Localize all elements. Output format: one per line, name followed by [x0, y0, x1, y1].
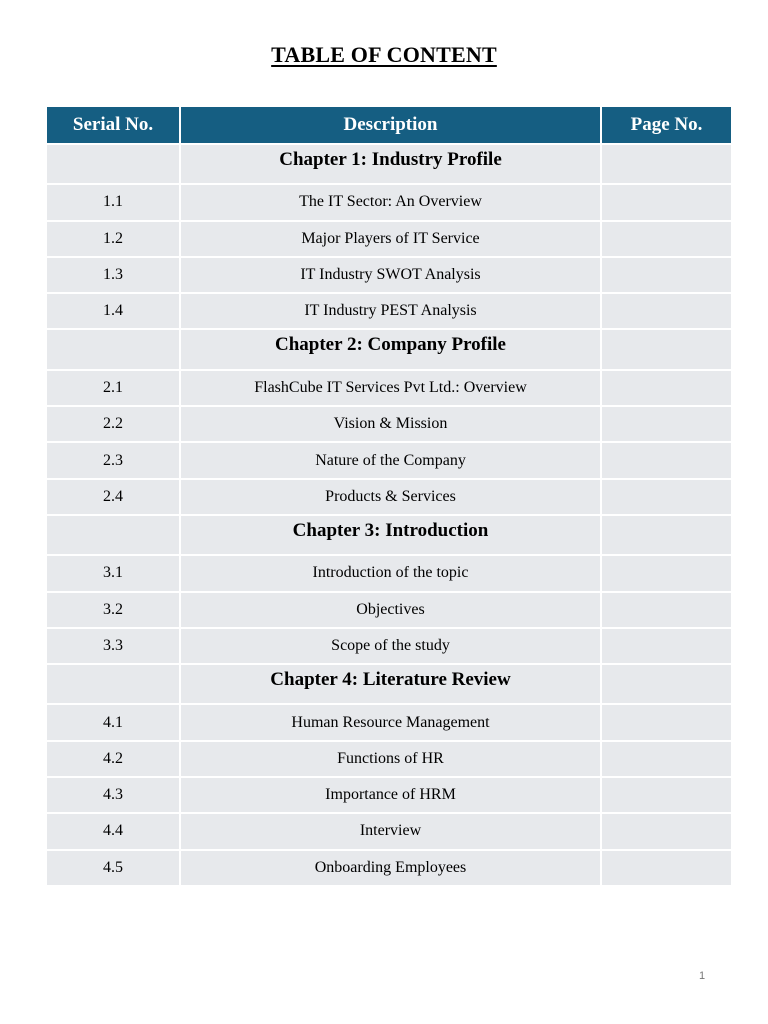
page-number: 1	[698, 970, 706, 982]
description-cell: IT Industry PEST Analysis	[180, 293, 601, 329]
page-cell	[601, 515, 732, 555]
table-row	[46, 406, 732, 442]
serial-cell: 1.1	[46, 184, 180, 220]
serial-cell: 3.1	[46, 555, 180, 591]
table-row	[46, 777, 732, 813]
description-cell: The IT Sector: An Overview	[180, 184, 601, 220]
chapter-row	[46, 329, 732, 369]
table-row	[46, 704, 732, 740]
table-row	[46, 442, 732, 478]
table-row	[46, 628, 732, 664]
table-body	[46, 144, 732, 886]
page-cell	[601, 741, 732, 777]
page-title: TABLE OF CONTENT	[271, 42, 497, 67]
page-cell	[601, 221, 732, 257]
table-row	[46, 592, 732, 628]
table-row	[46, 370, 732, 406]
description-cell: Onboarding Employees	[180, 850, 601, 886]
page-cell	[601, 592, 732, 628]
description-cell: FlashCube IT Services Pvt Ltd.: Overview	[180, 370, 601, 406]
serial-cell: 1.2	[46, 221, 180, 257]
description-cell: Introduction of the topic	[180, 555, 601, 591]
serial-cell: 4.5	[46, 850, 180, 886]
chapter-row	[46, 144, 732, 184]
table-row	[46, 555, 732, 591]
serial-cell: 1.3	[46, 257, 180, 293]
description-cell: Major Players of IT Service	[180, 221, 601, 257]
page-cell	[601, 370, 732, 406]
serial-cell: 3.3	[46, 628, 180, 664]
page-cell	[601, 555, 732, 591]
page-cell	[601, 442, 732, 478]
page-column-header: Page No.	[601, 106, 732, 144]
serial-cell: 2.2	[46, 406, 180, 442]
page-cell	[601, 479, 732, 515]
table-row	[46, 257, 732, 293]
table-row	[46, 850, 732, 886]
chapter-title: Chapter 1: Industry Profile	[180, 144, 601, 184]
description-cell: Nature of the Company	[180, 442, 601, 478]
page-cell	[601, 850, 732, 886]
serial-cell: 4.2	[46, 741, 180, 777]
description-cell: Human Resource Management	[180, 704, 601, 740]
serial-cell	[46, 664, 180, 704]
description-cell: Objectives	[180, 592, 601, 628]
page-cell	[601, 813, 732, 849]
chapter-row	[46, 515, 732, 555]
table-row	[46, 813, 732, 849]
description-cell: Interview	[180, 813, 601, 849]
chapter-title: Chapter 3: Introduction	[180, 515, 601, 555]
description-cell: Scope of the study	[180, 628, 601, 664]
serial-cell: 2.4	[46, 479, 180, 515]
serial-cell: 3.2	[46, 592, 180, 628]
serial-cell: 4.1	[46, 704, 180, 740]
page-cell	[601, 184, 732, 220]
table-row	[46, 184, 732, 220]
serial-cell: 2.3	[46, 442, 180, 478]
page-cell	[601, 257, 732, 293]
page-cell	[601, 704, 732, 740]
page-cell	[601, 777, 732, 813]
description-column-header: Description	[180, 106, 601, 144]
serial-cell: 1.4	[46, 293, 180, 329]
serial-cell: 4.3	[46, 777, 180, 813]
description-cell: Importance of HRM	[180, 777, 601, 813]
table-header-row	[46, 106, 732, 144]
page-cell	[601, 664, 732, 704]
table-row	[46, 221, 732, 257]
description-cell: Vision & Mission	[180, 406, 601, 442]
chapter-title: Chapter 4: Literature Review	[180, 664, 601, 704]
table-of-contents	[45, 105, 733, 887]
page-cell	[601, 293, 732, 329]
serial-cell: 2.1	[46, 370, 180, 406]
chapter-title: Chapter 2: Company Profile	[180, 329, 601, 369]
table-row	[46, 479, 732, 515]
serial-cell: 4.4	[46, 813, 180, 849]
description-cell: IT Industry SWOT Analysis	[180, 257, 601, 293]
description-cell: Functions of HR	[180, 741, 601, 777]
description-cell: Products & Services	[180, 479, 601, 515]
serial-cell	[46, 515, 180, 555]
serial-cell	[46, 144, 180, 184]
page-cell	[601, 406, 732, 442]
page-cell	[601, 144, 732, 184]
serial-column-header: Serial No.	[46, 106, 180, 144]
page-cell	[601, 329, 732, 369]
chapter-row	[46, 664, 732, 704]
table-row	[46, 293, 732, 329]
page-cell	[601, 628, 732, 664]
table-row	[46, 741, 732, 777]
serial-cell	[46, 329, 180, 369]
